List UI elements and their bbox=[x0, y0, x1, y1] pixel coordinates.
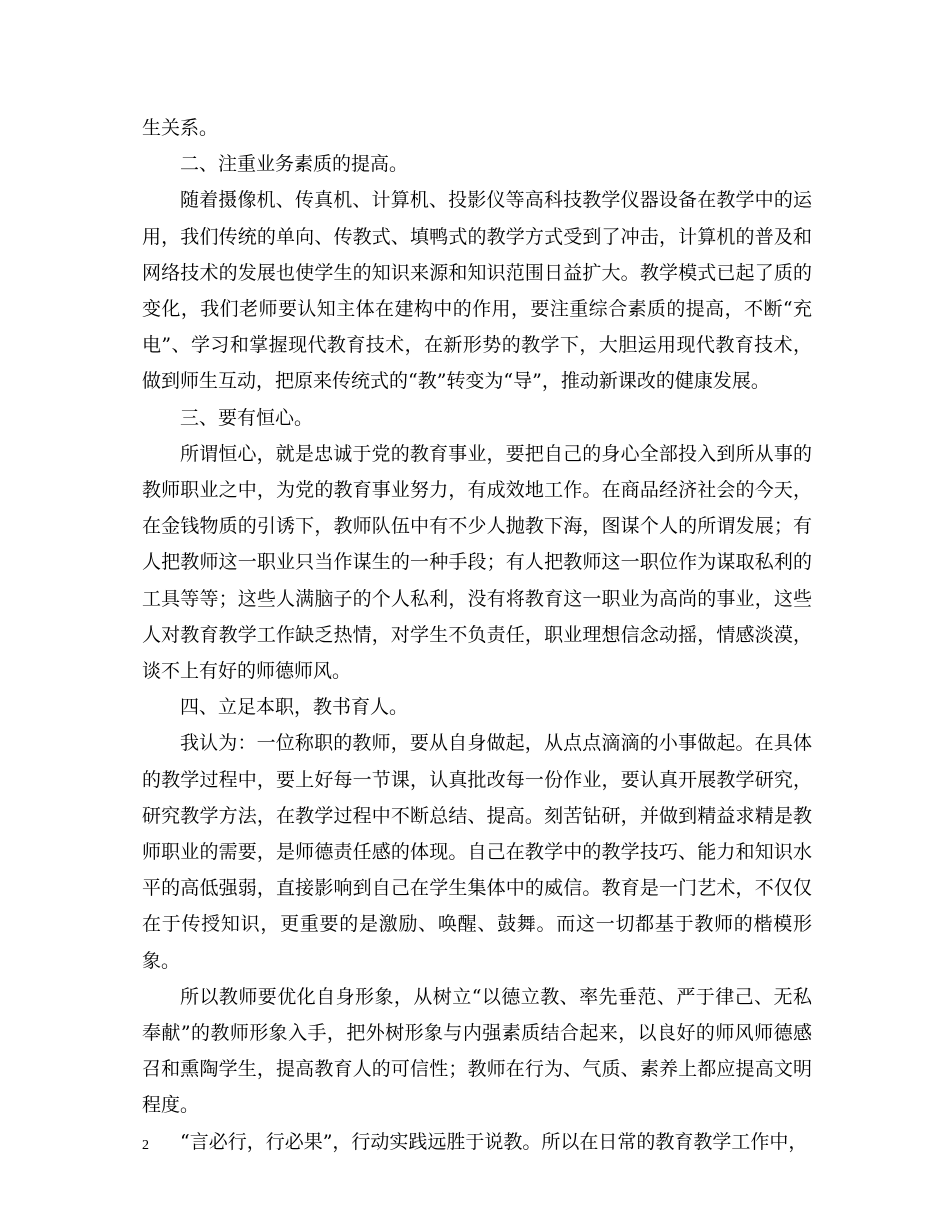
paragraph: “言必行，行必果”，行动实践远胜于说教。所以在日常的教育教学工作中， bbox=[180, 1130, 808, 1153]
paragraph: 我认为：一位称职的教师，要从自身做起，从点点滴滴的小事做起。在具体的教学过程中，要上好每一节课，认真批改每一份作业，要认真开展教学研究，研究教学方法，在教学过程中不断总结、提高。刻苦钻研，并做到精益求精是教师职业的需要，是师德责任感的体现。自己在教学中的教学技巧、能力和知识水平的高低强弱，直接影响到自己在学生集体中的威信。教育是一门艺术，不仅仅在于传授知识，更重要的是激励、唤醒、鼓舞。而这一切都基于教师的楷模形象。 bbox=[142, 732, 812, 972]
paragraph: 二、注重业务素质的提高。 bbox=[180, 153, 409, 176]
paragraph: 四、立足本职，教书育人。 bbox=[180, 696, 409, 719]
page-number: 2 bbox=[142, 1138, 149, 1153]
paragraph: 所谓恒心，就是忠诚于党的教育事业，要把自己的身心全部投入到所从事的教师职业之中，为党的教育事业努力，有成效地工作。在商品经济社会的今天，在金钱物质的引诱下，教师队伍中有不少人抛教下海，图谋个人的所谓发展；有人把教师这一职业只当作谋生的一种手段；有人把教师这一职位作为谋取私利的工具等等；这些人满脑子的个人私利，没有将教育这一职业为高尚的事业，这些人对教育教学工作缺乏热情，对学生不负责任，职业理想信念动摇，情感淡漠，谈不上有好的师德师风。 bbox=[142, 442, 812, 683]
paragraph: 所以教师要优化自身形象，从树立“以德立教、率先垂范、严于律己、无私奉献”的教师形象入手，把外树形象与内强素质结合起来，以良好的师风师德感召和熏陶学生，提高教育人的可信性；教师在行为、气质、素养上都应提高文明程度。 bbox=[142, 985, 812, 1117]
body-text bbox=[142, 110, 812, 1160]
paragraph: 三、要有恒心。 bbox=[180, 406, 314, 429]
paragraph: 随着摄像机、传真机、计算机、投影仪等高科技教学仪器设备在教学中的运用，我们传统的单向、传教式、填鸭式的教学方式受到了冲击，计算机的普及和网络技术的发展也使学生的知识来源和知识范围日益扩大。教学模式已起了质的变化，我们老师要认知主体在建构中的作用，要注重综合素质的提高，不断“充电”、学习和掌握现代教育技术，在新形势的教学下，大胆运用现代教育技术，做到师生互动，把原来传统式的“教”转变为“导”，推动新课改的健康发展。 bbox=[142, 189, 812, 393]
paragraph: 生关系。 bbox=[142, 117, 219, 139]
